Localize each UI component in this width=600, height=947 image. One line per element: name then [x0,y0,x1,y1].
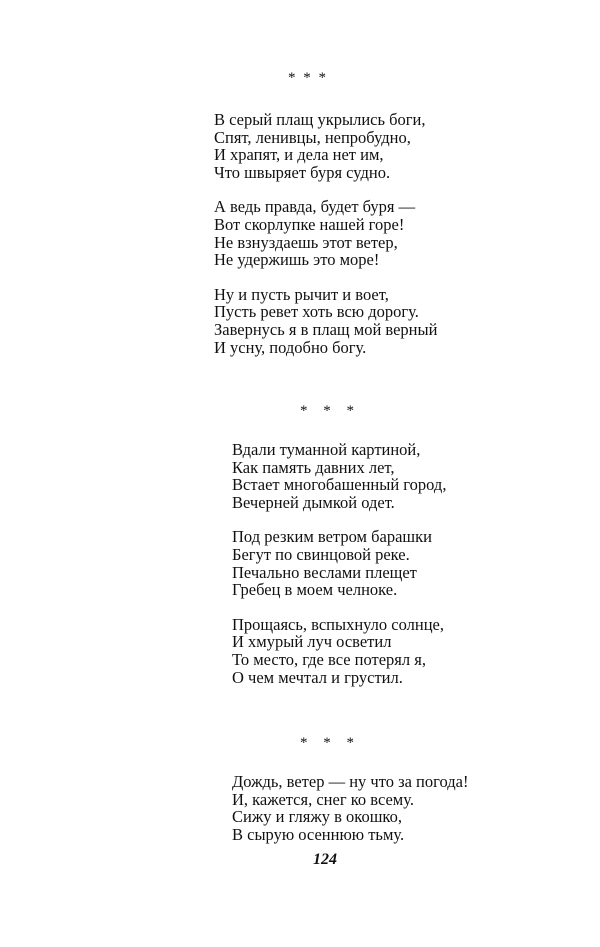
verse-line: Встает многобашенный город, [232,475,447,495]
verse-line: Не взнуздаешь этот ветер, [214,232,398,252]
verse-line: Не удержишь это море! [214,250,380,270]
verse-line: Под резким ветром барашки [232,527,432,547]
poem-1-separator: * * * [288,70,328,86]
poem-3 [232,773,468,843]
verse-line: Вот скорлупке нашей горе! [214,214,405,234]
poem-1-stanza-3 [214,286,437,356]
poem-2-separator: * * * [300,403,360,419]
verse-line: Ну и пусть рычит и воет, [214,284,389,304]
verse-line: Как память давних лет, [232,457,395,477]
verse-line: То место, где все потерял я, [232,649,426,669]
verse-line: Спят, ленивцы, непробудно, [214,127,411,147]
verse-line: Дождь, ветер — ну что за погода! [232,772,469,791]
poem-3-stanza-1 [232,773,468,843]
verse-line: О чем мечтал и грустил. [232,667,403,687]
poem-2-stanza-3 [232,616,446,686]
verse-line: Сижу и гляжу в окошко, [232,807,402,827]
verse-line: Прощаясь, вспыхнуло солнце, [232,614,444,634]
poem-2-stanza-2 [232,528,446,598]
verse-line: Гребец в моем челноке. [232,580,398,600]
poem-2-stanza-1 [232,441,446,511]
poem-2 [232,441,446,686]
verse-line: Завернусь я в плащ мой верный [214,319,438,339]
verse-line: В серый плащ укрылись боги, [214,110,426,129]
verse-line: Что швыряет буря судно. [214,162,391,182]
verse-line: Пусть ревет хоть всю дорогу. [214,302,419,322]
poem-1-stanza-2 [214,198,437,268]
verse-line: И хмурый луч осветил [232,632,392,652]
verse-line: А ведь правда, будет буря — [214,197,416,217]
page-number: 124 [313,851,337,868]
poem-1-stanza-1 [214,111,437,181]
verse-line: Бегут по свинцовой реке. [232,544,410,564]
verse-line: В сырую осеннюю тьму. [232,824,405,844]
verse-line: И усну, подобно богу. [214,337,367,357]
poem-3-separator: * * * [300,735,360,751]
verse-line: Печально веслами плещет [232,562,417,582]
verse-line: И храпят, и дела нет им, [214,145,384,165]
poem-1 [214,111,437,356]
verse-line: Вечерней дымкой одет. [232,492,395,512]
verse-line: И, кажется, снег ко всему. [232,789,414,809]
verse-line: Вдали туманной картиной, [232,440,421,459]
